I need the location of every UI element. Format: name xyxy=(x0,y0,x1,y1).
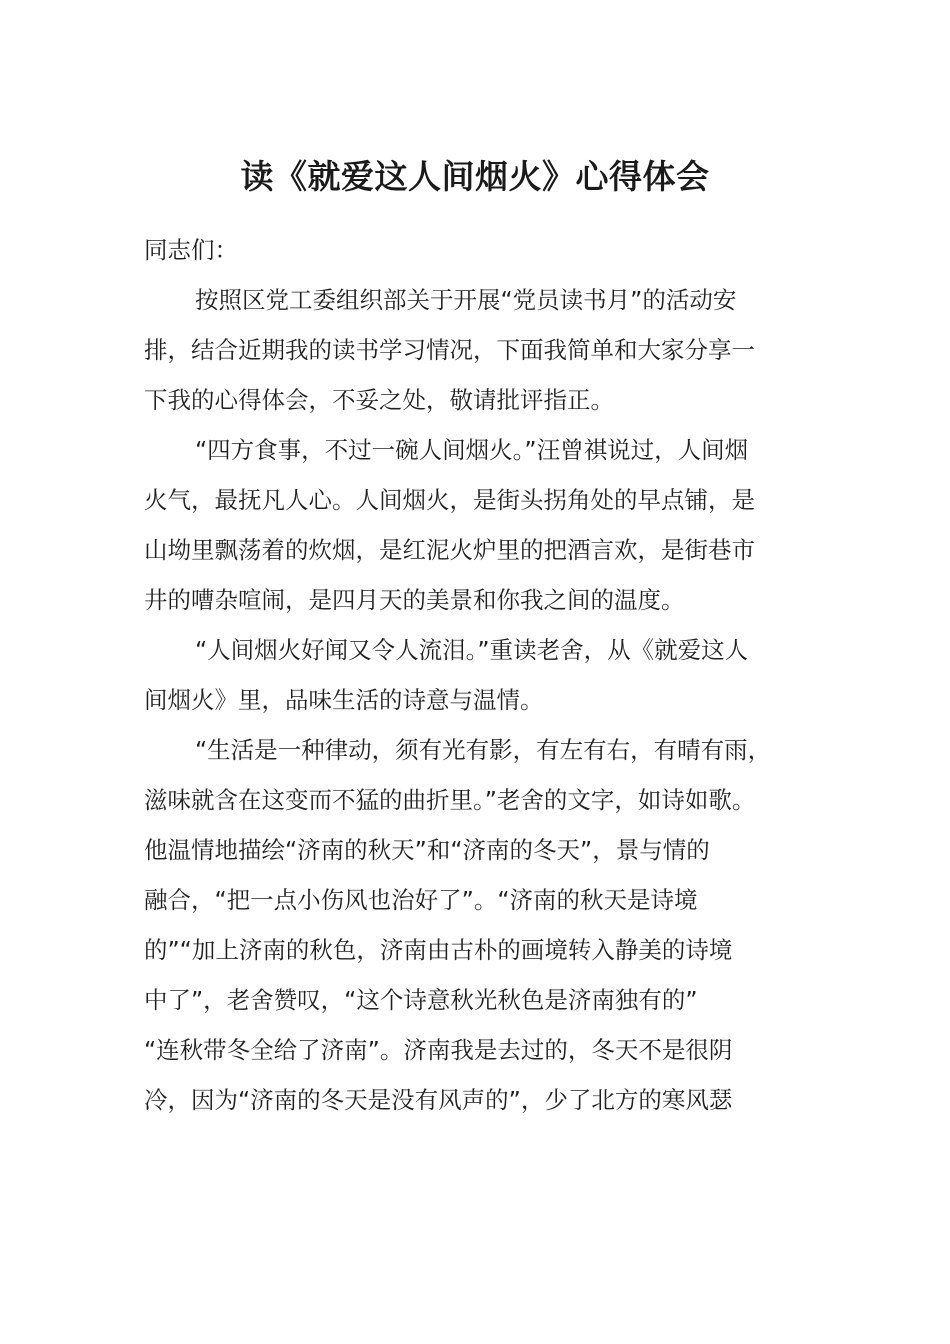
paragraph-2-line-3: 山坳里飘荡着的炊烟，是红泥火炉里的把酒言欢，是街巷市 xyxy=(144,536,755,564)
paragraph-1-line-3: 下我的心得体会，不妥之处，敬请批评指正。 xyxy=(144,386,614,414)
paragraph-4-line-2: 滋味就含在这变而不猛的曲折里。”老舍的文字，如诗如歌。 xyxy=(144,786,756,814)
paragraph-2-line-2: 火气，最抚凡人心。人间烟火，是街头拐角处的早点铺，是 xyxy=(144,486,755,514)
paragraph-3-line-1: “人间烟火好闻又令人流泪。”重读老舍，从《就爱这人 xyxy=(195,636,749,664)
paragraph-4-line-8: 冷，因为“济南的冬天是没有风声的”，少了北方的寒风瑟 xyxy=(144,1086,733,1114)
document-title: 读《就爱这人间烟火》心得体会 xyxy=(240,157,710,196)
paragraph-1-line-1: 按照区党工委组织部关于开展“党员读书月”的活动安 xyxy=(195,286,737,314)
paragraph-4-line-3: 他温情地描绘“济南的秋天”和“济南的冬天”，景与情的 xyxy=(144,836,710,864)
paragraph-4-line-1: “生活是一种律动，须有光有影，有左有右，有晴有雨， xyxy=(195,736,772,764)
paragraph-1-line-2: 排，结合近期我的读书学习情况，下面我简单和大家分享一 xyxy=(144,336,755,364)
salutation: 同志们： xyxy=(144,236,238,264)
paragraph-3-line-2: 间烟火》里，品味生活的诗意与温情。 xyxy=(144,686,544,714)
paragraph-4-line-5: 的”“加上济南的秋色，济南由古朴的画境转入静美的诗境 xyxy=(144,936,733,964)
paragraph-2-line-1: “四方食事，不过一碗人间烟火。”汪曾祺说过，人间烟 xyxy=(195,436,749,464)
paragraph-4-line-6: 中了”，老舍赞叹，“这个诗意秋光秋色是济南独有的” xyxy=(144,986,698,1014)
paragraph-2-line-4: 井的嘈杂喧闹，是四月天的美景和你我之间的温度。 xyxy=(144,586,685,614)
paragraph-4-line-4: 融合，“把一点小伤风也治好了”。“济南的秋天是诗境 xyxy=(144,886,698,914)
paragraph-4-line-7: “连秋带冬全给了济南”。济南我是去过的，冬天不是很阴 xyxy=(144,1036,733,1064)
